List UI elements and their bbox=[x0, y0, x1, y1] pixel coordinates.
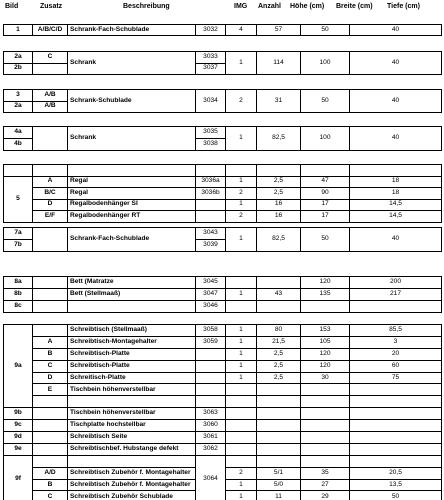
header-img: IMG bbox=[234, 3, 248, 10]
table-cell: 31 bbox=[257, 90, 301, 113]
table-cell bbox=[257, 396, 301, 408]
table-cell: 2,5 bbox=[257, 176, 301, 188]
table-row bbox=[4, 289, 442, 301]
table-row bbox=[4, 127, 442, 139]
table-cell bbox=[68, 301, 196, 313]
table-cell: 18 bbox=[350, 176, 442, 188]
table-cell bbox=[301, 420, 350, 432]
table-cell: 2a bbox=[4, 52, 33, 64]
table-cell bbox=[33, 289, 68, 301]
table-cell: Regal bbox=[68, 188, 196, 200]
table-cell: Schreibtisch Seite bbox=[68, 432, 196, 444]
table-cell: Schreibtisch Zubehör f. Montagehalter bbox=[68, 467, 196, 479]
table-cell: 100 bbox=[301, 127, 350, 151]
table-row bbox=[4, 52, 442, 64]
table-group bbox=[3, 324, 441, 500]
table-cell bbox=[257, 455, 301, 467]
table-cell: 3037 bbox=[196, 63, 226, 75]
header-beschreibung: Beschreibung bbox=[123, 3, 170, 10]
table-cell: E/F bbox=[33, 211, 68, 223]
table-cell: Schreibtisch Zubehör f. Montagehalter bbox=[68, 479, 196, 491]
table-cell bbox=[350, 396, 442, 408]
table-group bbox=[3, 126, 441, 151]
table-cell bbox=[226, 396, 257, 408]
table-cell bbox=[33, 455, 68, 467]
table-cell: 1 bbox=[226, 491, 257, 500]
table-cell: 40 bbox=[350, 25, 442, 36]
table-cell bbox=[4, 165, 33, 177]
table-cell: Schreibtisch-Montagehalter bbox=[68, 336, 196, 348]
table-cell: 3032 bbox=[196, 25, 226, 36]
table-cell: D bbox=[33, 372, 68, 384]
table-cell: 82,5 bbox=[257, 127, 301, 151]
table-cell: 1 bbox=[226, 199, 257, 211]
table-cell: 2,5 bbox=[257, 348, 301, 360]
table-cell: 200 bbox=[350, 277, 442, 289]
table-cell: B bbox=[33, 348, 68, 360]
table-cell: 2,5 bbox=[257, 188, 301, 200]
table-cell: 9e bbox=[4, 443, 33, 455]
table-row bbox=[4, 277, 442, 289]
table-row bbox=[4, 408, 442, 420]
table-cell bbox=[33, 63, 68, 75]
table-cell: 9b bbox=[4, 408, 33, 420]
table-cell: 135 bbox=[301, 289, 350, 301]
table-cell: Schrank bbox=[68, 127, 196, 151]
table-cell: 43 bbox=[257, 289, 301, 301]
table-cell: Schreibtisch-Platte bbox=[68, 360, 196, 372]
table-cell bbox=[68, 165, 196, 177]
table-row bbox=[4, 336, 442, 348]
table-cell: 2 bbox=[226, 211, 257, 223]
table-cell: 2,5 bbox=[257, 372, 301, 384]
table-cell: 120 bbox=[301, 277, 350, 289]
table-cell bbox=[68, 455, 196, 467]
table-cell: A bbox=[33, 176, 68, 188]
table-cell: 3063 bbox=[196, 408, 226, 420]
table-cell: Schrank-Fach-Schublade bbox=[68, 228, 196, 252]
table-cell: 120 bbox=[301, 348, 350, 360]
table-cell: 4a bbox=[4, 127, 33, 139]
table-cell: 20,5 bbox=[350, 467, 442, 479]
table-cell bbox=[257, 384, 301, 396]
table-row bbox=[4, 432, 442, 444]
table-cell bbox=[257, 408, 301, 420]
table-cell: 85,5 bbox=[350, 325, 442, 337]
table-group bbox=[3, 164, 441, 223]
table-cell: 3039 bbox=[196, 240, 226, 252]
table-cell: 114 bbox=[257, 52, 301, 75]
table-cell bbox=[257, 443, 301, 455]
table-cell: 18 bbox=[350, 188, 442, 200]
table-cell: Schrank-Fach-Schublade bbox=[68, 25, 196, 36]
table-cell bbox=[196, 165, 226, 177]
table-cell bbox=[196, 396, 226, 408]
table-row bbox=[4, 301, 442, 313]
table-cell bbox=[226, 165, 257, 177]
table-cell bbox=[226, 408, 257, 420]
table-group-grid bbox=[3, 126, 442, 151]
table-cell bbox=[301, 432, 350, 444]
table-cell: 3059 bbox=[196, 336, 226, 348]
table-cell bbox=[350, 420, 442, 432]
table-cell: 2b bbox=[4, 63, 33, 75]
table-cell bbox=[257, 301, 301, 313]
table-cell: B bbox=[33, 479, 68, 491]
table-cell: 17 bbox=[301, 211, 350, 223]
table-cell bbox=[68, 396, 196, 408]
header-zusatz: Zusatz bbox=[40, 3, 63, 10]
table-cell: 16 bbox=[257, 211, 301, 223]
table-cell: Schrank bbox=[68, 52, 196, 75]
table-cell: 2,5 bbox=[257, 360, 301, 372]
table-cell: 3034 bbox=[196, 90, 226, 113]
table-cell bbox=[257, 432, 301, 444]
header-breite: Breite (cm) bbox=[336, 3, 373, 10]
table-cell bbox=[33, 443, 68, 455]
table-group bbox=[3, 276, 441, 313]
table-cell: 2 bbox=[226, 90, 257, 113]
table-cell bbox=[301, 408, 350, 420]
table-cell bbox=[33, 420, 68, 432]
table-cell bbox=[33, 396, 68, 408]
table-cell: 20 bbox=[350, 348, 442, 360]
table-cell: Regalbodenhänger SI bbox=[68, 199, 196, 211]
table-cell bbox=[226, 384, 257, 396]
table-cell: 3036a bbox=[196, 176, 226, 188]
table-cell: 7b bbox=[4, 240, 33, 252]
table-cell: 50 bbox=[301, 228, 350, 252]
table-group bbox=[3, 24, 441, 36]
table-cell bbox=[226, 301, 257, 313]
table-group-grid bbox=[3, 51, 442, 75]
table-cell bbox=[301, 384, 350, 396]
table-cell: 57 bbox=[257, 25, 301, 36]
table-cell: 75 bbox=[350, 372, 442, 384]
table-cell: 50 bbox=[350, 491, 442, 500]
table-cell: 1 bbox=[226, 228, 257, 252]
table-cell: 3035 bbox=[196, 127, 226, 139]
table-cell: Bett (Matratze bbox=[68, 277, 196, 289]
table-cell: 8c bbox=[4, 301, 33, 313]
table-cell bbox=[301, 301, 350, 313]
table-cell: 27 bbox=[301, 479, 350, 491]
table-cell: 82,5 bbox=[257, 228, 301, 252]
table-cell: 17 bbox=[301, 199, 350, 211]
table-row bbox=[4, 396, 442, 408]
table-cell: 3060 bbox=[196, 420, 226, 432]
table-cell: 1 bbox=[226, 325, 257, 337]
table-group bbox=[3, 51, 441, 75]
table-cell: 3062 bbox=[196, 443, 226, 455]
table-cell: 40 bbox=[350, 228, 442, 252]
table-cell: 3 bbox=[4, 90, 33, 102]
table-cell bbox=[196, 199, 226, 211]
table-cell: 100 bbox=[301, 52, 350, 75]
table-row bbox=[4, 165, 442, 177]
table-cell bbox=[33, 165, 68, 177]
table-cell: 11 bbox=[257, 491, 301, 500]
table-cell: 50 bbox=[301, 25, 350, 36]
table-cell bbox=[301, 443, 350, 455]
table-row bbox=[4, 325, 442, 337]
table-cell: 9c bbox=[4, 420, 33, 432]
table-cell: Regalbodenhänger RT bbox=[68, 211, 196, 223]
table-cell: D bbox=[33, 199, 68, 211]
table-cell: A/B/C/D bbox=[33, 25, 68, 36]
table-group-grid bbox=[3, 24, 442, 36]
table-cell: 16 bbox=[257, 199, 301, 211]
table-cell bbox=[350, 384, 442, 396]
table-cell bbox=[226, 277, 257, 289]
table-cell: 2 bbox=[226, 188, 257, 200]
table-row bbox=[4, 90, 442, 102]
table-row bbox=[4, 25, 442, 36]
table-cell: 120 bbox=[301, 360, 350, 372]
table-cell: 40 bbox=[350, 127, 442, 151]
table-cell: 1 bbox=[4, 25, 33, 36]
header-bild: Bild bbox=[5, 3, 19, 10]
table-row bbox=[4, 199, 442, 211]
table-cell: E bbox=[33, 384, 68, 396]
table-cell bbox=[33, 432, 68, 444]
table-cell: 29 bbox=[301, 491, 350, 500]
table-cell: 35 bbox=[301, 467, 350, 479]
table-cell: 47 bbox=[301, 176, 350, 188]
header-tiefe: Tiefe (cm) bbox=[387, 3, 420, 10]
table-cell: 40 bbox=[350, 90, 442, 113]
table-cell bbox=[196, 348, 226, 360]
table-cell: 1 bbox=[226, 289, 257, 301]
table-cell: Schreibtisch-Platte bbox=[68, 348, 196, 360]
table-row bbox=[4, 443, 442, 455]
table-row bbox=[4, 384, 442, 396]
table-cell: 80 bbox=[257, 325, 301, 337]
table-cell: 5/0 bbox=[257, 479, 301, 491]
table-cell bbox=[33, 408, 68, 420]
table-cell bbox=[196, 360, 226, 372]
table-row bbox=[4, 360, 442, 372]
table-cell: 1 bbox=[226, 479, 257, 491]
table-cell bbox=[350, 455, 442, 467]
table-cell bbox=[33, 127, 68, 151]
table-cell: 14,5 bbox=[350, 199, 442, 211]
table-cell: 2a bbox=[4, 101, 33, 113]
table-cell bbox=[226, 420, 257, 432]
table-cell: 1 bbox=[226, 127, 257, 151]
table-cell: 3046 bbox=[196, 301, 226, 313]
header-anzahl: Anzahl bbox=[258, 3, 281, 10]
table-group bbox=[3, 89, 441, 113]
table-group-grid bbox=[3, 276, 442, 313]
table-cell: 3036b bbox=[196, 188, 226, 200]
table-cell: 4 bbox=[226, 25, 257, 36]
table-cell: Schreibtisch (Stellmaaß) bbox=[68, 325, 196, 337]
table-row bbox=[4, 348, 442, 360]
table-cell: A/B bbox=[33, 90, 68, 102]
table-cell: 5/1 bbox=[257, 467, 301, 479]
table-cell: A bbox=[33, 336, 68, 348]
table-cell: C bbox=[33, 491, 68, 500]
table-cell: 1 bbox=[226, 176, 257, 188]
table-cell: 3038 bbox=[196, 139, 226, 151]
table-row bbox=[4, 228, 442, 240]
table-cell: 3 bbox=[350, 336, 442, 348]
table-group-grid bbox=[3, 164, 442, 223]
table-cell: 153 bbox=[301, 325, 350, 337]
table-cell: 1 bbox=[226, 360, 257, 372]
table-cell bbox=[257, 420, 301, 432]
table-cell: 40 bbox=[350, 52, 442, 75]
table-cell: Regal bbox=[68, 176, 196, 188]
table-cell: Tischbein höhenverstellbar bbox=[68, 384, 196, 396]
table-cell: 3061 bbox=[196, 432, 226, 444]
table-cell: 3058 bbox=[196, 325, 226, 337]
table-row bbox=[4, 211, 442, 223]
table-cell: 3033 bbox=[196, 52, 226, 64]
table-cell: 3047 bbox=[196, 289, 226, 301]
table-cell: C bbox=[33, 52, 68, 64]
table-group bbox=[3, 227, 441, 252]
table-cell: 9d bbox=[4, 432, 33, 444]
table-cell: 9f bbox=[4, 455, 33, 500]
table-cell bbox=[257, 165, 301, 177]
table-cell bbox=[350, 443, 442, 455]
table-cell bbox=[33, 301, 68, 313]
header-hoehe: Höhe (cm) bbox=[290, 3, 325, 10]
table-cell bbox=[226, 432, 257, 444]
table-cell: 90 bbox=[301, 188, 350, 200]
table-cell bbox=[33, 228, 68, 252]
table-cell bbox=[33, 277, 68, 289]
table-cell: Schreibtischbef. Hubstange defekt bbox=[68, 443, 196, 455]
table-row bbox=[4, 372, 442, 384]
table-cell bbox=[301, 165, 350, 177]
table-cell: 1 bbox=[226, 372, 257, 384]
table-cell bbox=[196, 211, 226, 223]
table-cell bbox=[196, 372, 226, 384]
table-cell: 3064 bbox=[196, 455, 226, 500]
table-cell bbox=[301, 455, 350, 467]
table-cell: A/B bbox=[33, 101, 68, 113]
table-row bbox=[4, 188, 442, 200]
table-cell: A/D bbox=[33, 467, 68, 479]
table-cell: 30 bbox=[301, 372, 350, 384]
table-cell: 1 bbox=[226, 348, 257, 360]
table-cell: 105 bbox=[301, 336, 350, 348]
table-cell: 14,5 bbox=[350, 211, 442, 223]
table-cell: 8b bbox=[4, 289, 33, 301]
table-cell bbox=[350, 165, 442, 177]
table-cell: 3045 bbox=[196, 277, 226, 289]
table-cell: Bett (Stellmaaß) bbox=[68, 289, 196, 301]
table-row bbox=[4, 420, 442, 432]
table-cell: 3043 bbox=[196, 228, 226, 240]
table-row bbox=[4, 176, 442, 188]
table-cell bbox=[33, 325, 68, 337]
table-cell: Tischbein höhenverstellbar bbox=[68, 408, 196, 420]
table-cell: 7a bbox=[4, 228, 33, 240]
table-cell: 1 bbox=[226, 52, 257, 75]
table-group-grid bbox=[3, 324, 442, 500]
table-cell: B/C bbox=[33, 188, 68, 200]
table-cell bbox=[350, 432, 442, 444]
table-cell: Schreibtisch Zubehör Schublade bbox=[68, 491, 196, 500]
table-cell: Schrank-Schublade bbox=[68, 90, 196, 113]
table-row bbox=[4, 455, 442, 467]
table-group-grid bbox=[3, 89, 442, 113]
table-cell: 1 bbox=[226, 336, 257, 348]
table-cell bbox=[196, 384, 226, 396]
table-cell: 50 bbox=[301, 90, 350, 113]
table-cell: 5 bbox=[4, 176, 33, 222]
table-cell bbox=[301, 396, 350, 408]
table-cell: 2 bbox=[226, 467, 257, 479]
table-cell bbox=[350, 408, 442, 420]
table-cell: 4b bbox=[4, 139, 33, 151]
table-cell bbox=[226, 455, 257, 467]
table-cell: Schreitisch-Platte bbox=[68, 372, 196, 384]
table-cell: C bbox=[33, 360, 68, 372]
table-cell bbox=[257, 277, 301, 289]
table-cell bbox=[226, 443, 257, 455]
table-cell: Tischplatte hochstellbar bbox=[68, 420, 196, 432]
table-cell: 60 bbox=[350, 360, 442, 372]
table-cell: 8a bbox=[4, 277, 33, 289]
table-cell: 21,5 bbox=[257, 336, 301, 348]
table-group-grid bbox=[3, 227, 442, 252]
table-cell: 13,5 bbox=[350, 479, 442, 491]
table-cell: 217 bbox=[350, 289, 442, 301]
table-cell: 9a bbox=[4, 325, 33, 408]
table-cell bbox=[350, 301, 442, 313]
